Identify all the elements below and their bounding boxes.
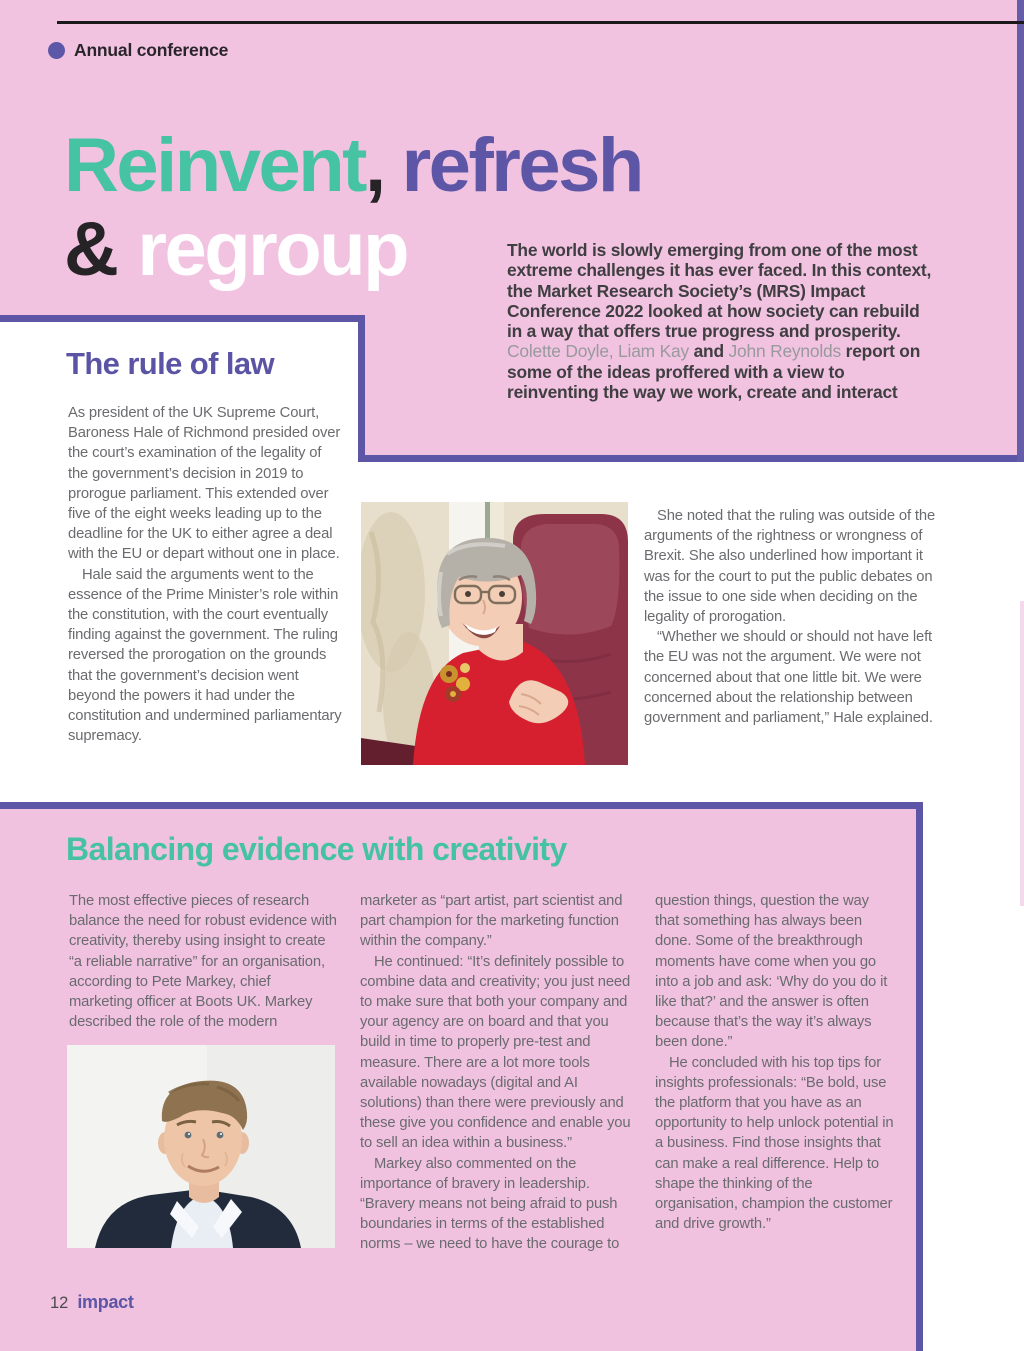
title-word-regroup: regroup	[137, 207, 408, 292]
page-footer	[50, 1292, 134, 1313]
title-word-refresh: refresh	[401, 123, 642, 208]
page-number: 12	[50, 1294, 69, 1312]
step-border-horizontal-right	[358, 455, 1024, 462]
section-heading-balancing: Balancing evidence with creativity	[66, 831, 567, 867]
hale-para-2: “Whether we should or should not have left the EU was not the argument. We were not concerned about that one little bit. We were concerned about the relationship between government and parliament,” Hale explained.	[644, 629, 933, 727]
bottom-box-right-border	[916, 802, 923, 1351]
intro-text: The world is slowly emerging from one of the most extreme challenges it has ever faced. In this context, the Market Research Society’s (MRS) Impact Conference 2022 looked at how society can rebuild in a way that offers true progress and prosperity.	[507, 240, 932, 342]
balancing-column-1	[69, 891, 337, 1032]
hale-portrait-illustration	[361, 502, 628, 765]
kicker-label: Annual conference	[74, 40, 229, 60]
kicker	[48, 40, 228, 61]
balancing-col2-para-2: He continued: “It’s definitely possible to combine data and creativity; you just need to make sure that both your company and your agency are on board and that you build in time to properly pre-test and measure. There are a lot more tools available nowadays (digital and AI solutions) than there were previously and these give you confidence and enable you to sell an idea within a business.”	[360, 953, 631, 1152]
kicker-dot-icon	[48, 42, 65, 59]
balancing-column-2	[360, 891, 642, 1255]
hale-para-1: She noted that the ruling was outside of the arguments of the rightness or wrongness of Brexit. She also underlined how important it was for the court to put the public debates on the issue to one side when deciding on the legality of prorogation.	[644, 508, 936, 626]
step-border-vertical	[358, 315, 365, 462]
title-line-1	[64, 124, 824, 208]
rule-of-law-para-2: Hale said the arguments went to the essence of the Prime Minister’s role within the constitution, with the court eventually finding against the government. The ruling reversed the prorogation on the grounds that the government’s decision went beyond the powers it had under the constitution and undermined parliamentary supremacy.	[68, 566, 342, 745]
title-comma: ,	[364, 123, 384, 208]
byline-author-2: John Reynolds	[728, 341, 841, 362]
rule-of-law-para-1: As president of the UK Supreme Court, Baroness Hale of Richmond presided over the court’s examination of the legality of the government’s decision in 2019 to prorogue parliament. This extended over five of the eight weeks leading up to the deadline for the UK to either agree a deal with the EU or depart without one in place.	[68, 405, 341, 563]
title-word-reinvent: Reinvent	[64, 123, 365, 208]
balancing-col3-para-1: question things, question the way that something has always been done. Some of the breakthrough moments have come when you go into a job and ask: ‘Why do you do it like that?’ and the answer is often because that’s the way it’s always been done.”	[655, 893, 888, 1051]
balancing-col1-para: The most effective pieces of research balance the need for robust evidence with creativity, thereby using insight to create “a reliable narrative” for an organisation, according to Pete Markey, chief marketing officer at Boots UK. Markey described the role of the modern	[69, 893, 337, 1031]
markey-portrait-illustration	[67, 1045, 335, 1248]
balancing-col2-para-3: Markey also commented on the importance of bravery in leadership. “Bravery means not being afraid to push boundaries in terms of the established norms – we need to have the courage to	[360, 1155, 620, 1253]
title-ampersand: &	[64, 207, 117, 292]
hale-photo	[361, 502, 628, 765]
byline-authors-1: Colette Doyle, Liam Kay	[507, 341, 689, 362]
step-border-horizontal-left	[0, 315, 365, 322]
intro-standfirst	[507, 240, 939, 402]
top-rule-line	[57, 21, 1024, 24]
balancing-col3-para-2: He concluded with his top tips for insights professionals: “Be bold, use the platform that you have as an opportunity to help unlock potential in a business. Find those insights that can make a real difference. Help to shape the thinking of the organisation, champion the customer and drive growth.”	[655, 1054, 894, 1233]
intro-text-end: report on some of the ideas proffered with a view to reinventing the way we work, create and interact	[507, 341, 921, 403]
magazine-logo: impact	[77, 1292, 134, 1312]
bottom-box-top-border	[0, 802, 923, 809]
balancing-column-3	[655, 891, 895, 1234]
section-heading-rule-of-law: The rule of law	[66, 346, 275, 381]
page-edge-faint-strip	[1020, 601, 1024, 906]
intro-and: and	[688, 341, 729, 362]
rule-of-law-column	[68, 403, 342, 746]
hale-text-column	[644, 506, 938, 728]
markey-photo	[67, 1045, 335, 1248]
page-edge-purple-strip	[1017, 0, 1024, 462]
balancing-col2-para-1: marketer as “part artist, part scientist and part champion for the marketing function within the company.”	[360, 893, 623, 950]
